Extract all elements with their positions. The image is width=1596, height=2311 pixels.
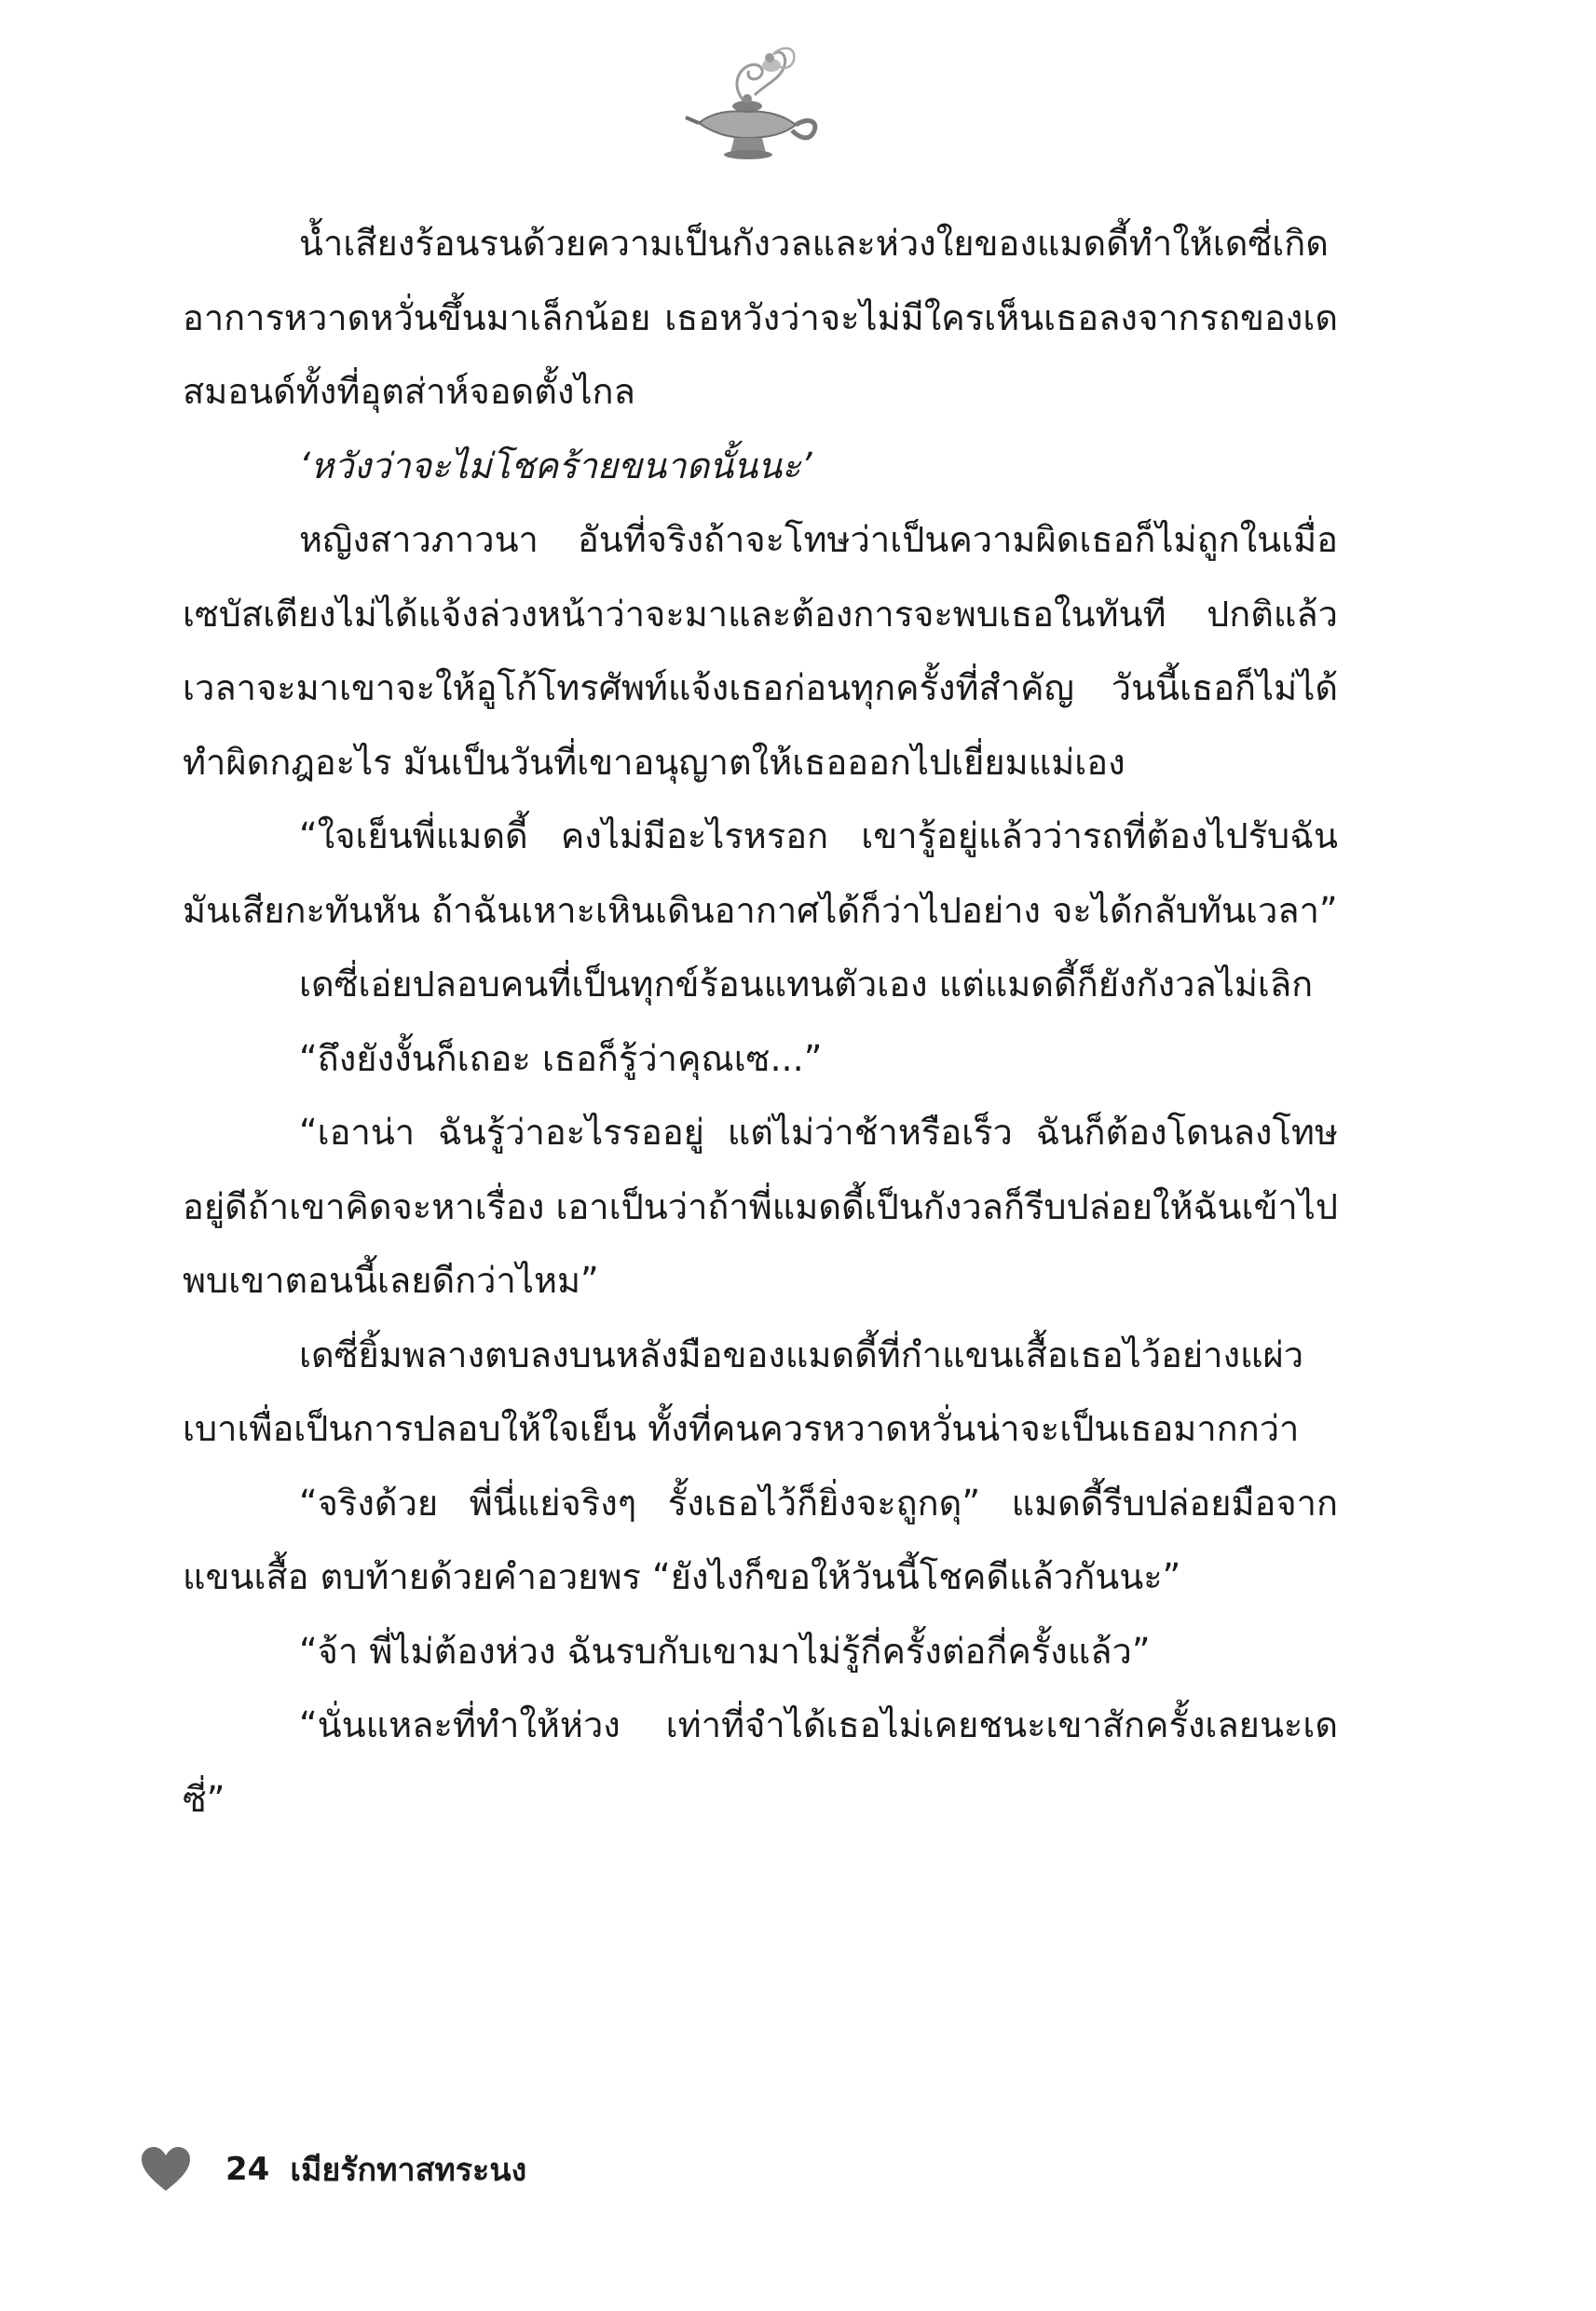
paragraph-dialogue: “จ้า พี่ไม่ต้องห่วง ฉันรบกับเขามาไม่รู้กี่ครั้งต่อกี่ครั้งแล้ว” — [299, 1630, 1151, 1672]
paragraph: น้ำเสียงร้อนรนด้วยความเป็นกังวลและห่วงใยของแมดดี้ทำให้เดซี่เกิดอาการหวาดหวั่นขึ้นมาเล็กน้อย เธอหวังว่าจะไม่มีใครเห็นเธอลงจากรถของเดสมอนด์ทั้งที่อุตส่าห์จอดตั้งไกล — [183, 223, 1338, 412]
paragraph-dialogue: “จริงด้วย พี่นี่แย่จริงๆ รั้งเธอไว้ก็ยิ่งจะถูกดุ” แมดดี้รีบปล่อยมือจากแขนเสื้อ ตบท้ายด้วยคำอวยพร “ยังไงก็ขอให้วันนี้โชคดีแล้วกันนะ” — [183, 1482, 1338, 1597]
chapter-body — [183, 207, 1338, 1837]
heart-icon — [140, 2146, 192, 2193]
paragraph-dialogue: “เอาน่า ฉันรู้ว่าอะไรรออยู่ แต่ไม่ว่าช้าหรือเร็ว ฉันก็ต้องโดนลงโทษอยู่ดีถ้าเขาคิดจะหาเรื่อง เอาเป็นว่าถ้าพี่แมดดี้เป็นกังวลก็รีบปล่อยให้ฉันเข้าไปพบเขาตอนนี้เลยดีกว่าไหม” — [183, 1112, 1338, 1301]
paragraph-dialogue: “ถึงยังงั้นก็เถอะ เธอก็รู้ว่าคุณเซ...” — [299, 1037, 823, 1079]
paragraph: เดซี่เอ่ยปลอบคนที่เป็นทุกข์ร้อนแทนตัวเอง แต่แมดดี้ก็ยังกังวลไม่เลิก — [299, 964, 1314, 1005]
genie-lamp-icon — [680, 37, 829, 168]
genie-lamp-ornament — [680, 37, 829, 168]
page-number: 24 — [225, 2151, 270, 2188]
paragraph-dialogue: “ใจเย็นพี่แมดดี้ คงไม่มีอะไรหรอก เขารู้อยู่แล้วว่ารถที่ต้องไปรับฉันมันเสียกะทันหัน ถ้าฉันเหาะเหินเดินอากาศได้ก็ว่าไปอย่าง จะได้กลับทันเวลา” — [183, 815, 1338, 931]
page-footer — [140, 2141, 526, 2197]
paragraph-thought: ‘หวังว่าจะไม่โชคร้ายขนาดนั้นนะ’ — [299, 444, 812, 486]
paragraph: เดซี่ยิ้มพลางตบลงบนหลังมือของแมดดี้ที่กำแขนเสื้อเธอไว้อย่างแผ่วเบาเพื่อเป็นการปลอบให้ใจเย็น ทั้งที่คนควรหวาดหวั่นน่าจะเป็นเธอมากกว่า — [183, 1333, 1304, 1449]
paragraph-dialogue: “นั่นแหละที่ทำให้ห่วง เท่าที่จำได้เธอไม่เคยชนะเขาสักครั้งเลยนะเดซี่” — [183, 1704, 1338, 1820]
paragraph: หญิงสาวภาวนา อันที่จริงถ้าจะโทษว่าเป็นความผิดเธอก็ไม่ถูกในเมื่อเซบัสเตียงไม่ได้แจ้งล่วงหน้าว่าจะมาและต้องการจะพบเธอในทันที ปกติแล้วเวลาจะมาเขาจะให้อูโก้โทรศัพท์แจ้งเธอก่อนทุกครั้งที่สำคัญ วันนี้เธอก็ไม่ได้ทำผิดกฎอะไร มันเป็นวันที่เขาอนุญาตให้เธอออกไปเยี่ยมแม่เอง — [183, 519, 1338, 783]
book-title: เมียรักทาสทระนง — [290, 2152, 527, 2189]
